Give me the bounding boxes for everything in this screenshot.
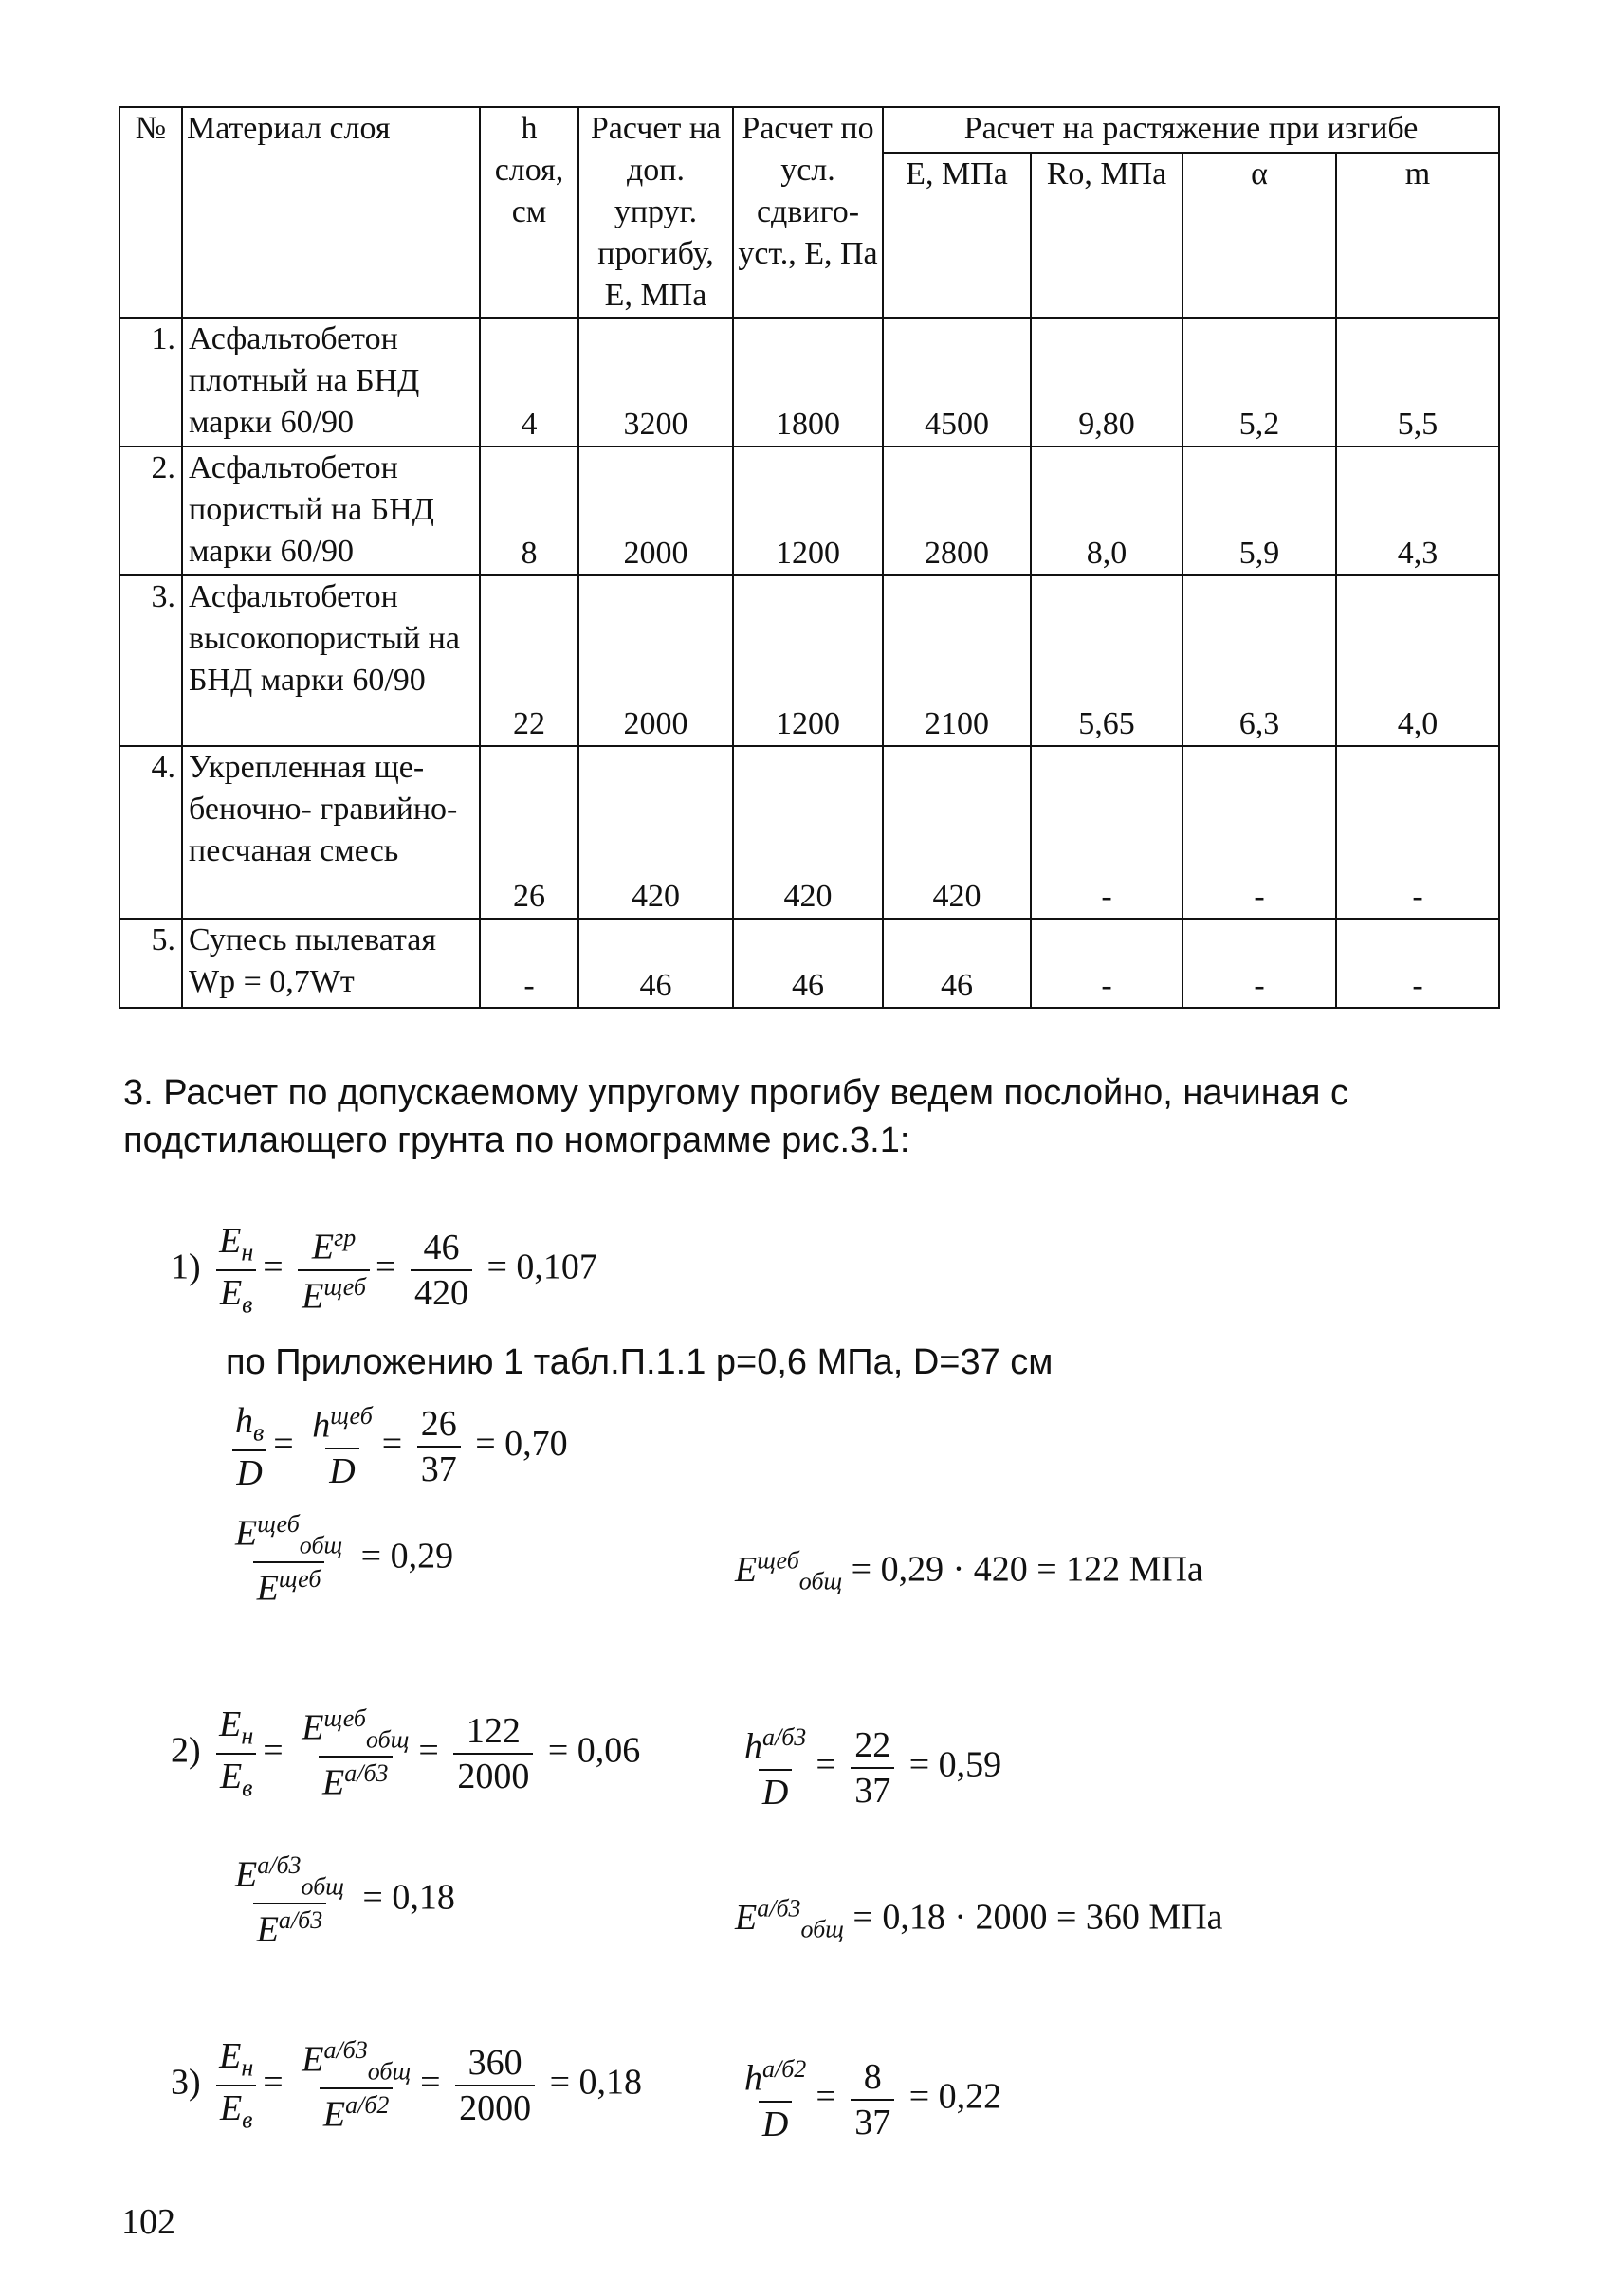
row-e: 2100 <box>883 575 1031 746</box>
row-ro: 8,0 <box>1031 446 1182 575</box>
row-material: Асфальтобетон плотный на БНД марки 60/90 <box>182 318 480 446</box>
header-e-mpa: Е, МПа <box>883 153 1031 318</box>
formula-2b-result: = 0,59 <box>908 1744 1002 1785</box>
row-m: 5,5 <box>1336 318 1499 446</box>
header-shear: Расчет по усл. сдвиго- уст., Е, Па <box>733 107 883 318</box>
formula-1-label: 1) <box>171 1247 201 1287</box>
row-h: 4 <box>480 318 578 446</box>
formula-1c-result: = 0,29 <box>360 1536 454 1576</box>
formula-1c <box>226 1512 453 1607</box>
fraction-hv-d: $\frac{h_в}{D}$ <box>231 1403 267 1491</box>
row-h: 22 <box>480 575 578 746</box>
row-h: 26 <box>480 746 578 919</box>
fraction-122-2000: $\frac{122}{2000}$ <box>453 1713 533 1795</box>
row-num: 3. <box>119 575 182 746</box>
table-header-row <box>119 107 1499 153</box>
formula-3-label: 3) <box>171 2062 201 2103</box>
row-material: Укрепленная ще- беночно- гравийно- песчаная смесь <box>182 746 480 919</box>
header-elastic: Расчет на доп. упруг. прогибу, Е, МПа <box>578 107 733 318</box>
formula-3: 3) $\frac{E_н}{E_в}$ = $\frac{E^{а/б3}_{общ}}{E^{а/б2}}$ = $\frac{360}{2000}$ = 0,18 <box>171 2036 642 2135</box>
formula-1d: $E^{щеб}_{общ} = 0,29 \cdot 420 = 122$ МПа <box>735 1546 1203 1595</box>
fraction-eobsh-esheb: $\frac{E^{щеб}_{общ}}{E^{щеб}}$ <box>235 1510 343 1609</box>
fraction-hsheb-d: $\frac{h^{щеб}}{D}$ <box>312 1402 373 1492</box>
fraction-46-420: $\frac{46}{420}$ <box>411 1230 472 1311</box>
header-m: m <box>1336 153 1499 318</box>
appendix-note: по Приложению 1 табл.П.1.1 р=0,6 МПа, D=37 см <box>226 1342 1054 1382</box>
row-e: 4500 <box>883 318 1031 446</box>
formula-2b: $\frac{h^{а/б3}}{D}$ = $\frac{22}{37}$ = 0,59 <box>735 1725 1001 1811</box>
formula-3b-result: = 0,22 <box>908 2076 1002 2117</box>
row-e: 46 <box>883 919 1031 1008</box>
formula-3-result: = 0,18 <box>549 2062 642 2103</box>
header-material: Материал слоя <box>182 107 480 318</box>
fraction-22-37: $\frac{22}{37}$ <box>851 1727 894 1809</box>
formula-1d-result: = 0,29 · 420 = 122 МПа <box>851 1549 1203 1590</box>
row-shear: 1200 <box>733 446 883 575</box>
fraction-eobsh-eab3: $\frac{E^{щеб}_{общ}}{E^{а/б3}}$ <box>302 1704 410 1803</box>
fraction-8-37: $\frac{8}{37}$ <box>851 2059 894 2141</box>
fraction-en-ev: $\frac{E_н}{E_в}$ <box>215 1223 257 1317</box>
layers-table <box>119 106 1500 1009</box>
row-elastic: 3200 <box>578 318 733 446</box>
formula-1: 1) $\frac{E_н}{E_в}$ = $\frac{E^{гр}}{E^{щеб}}$ = $\frac{46}{420}$ = 0,107 <box>171 1221 597 1319</box>
row-alpha: 5,2 <box>1182 318 1336 446</box>
fraction-egr-esheb: $\frac{E^{гр}}{E^{щеб}}$ <box>298 1226 370 1314</box>
row-num: 2. <box>119 446 182 575</box>
fraction-eobsh-eab2: $\frac{E^{а/б3}_{общ}}{E^{а/б2}}$ <box>302 2036 412 2135</box>
table-row <box>119 575 1499 746</box>
row-num: 5. <box>119 919 182 1008</box>
formula-2-label: 2) <box>171 1730 201 1771</box>
row-alpha: 5,9 <box>1182 446 1336 575</box>
row-m: - <box>1336 919 1499 1008</box>
row-material: Супесь пылеватая <box>189 922 436 957</box>
fraction-eobsh-ab3: $\frac{E^{а/б3}_{общ}}{E^{а/б3}}$ <box>235 1851 344 1950</box>
row-elastic: 46 <box>578 919 733 1008</box>
row-ro: 9,80 <box>1031 318 1182 446</box>
header-num: № <box>119 107 182 318</box>
fraction-hab3-d: $\frac{h^{а/б3}}{D}$ <box>744 1723 807 1813</box>
row-shear: 1800 <box>733 318 883 446</box>
row-m: 4,0 <box>1336 575 1499 746</box>
fraction-en-ev: $\frac{E_н}{E_в}$ <box>215 1706 257 1800</box>
fraction-en-ev: $\frac{E_н}{E_в}$ <box>215 2038 257 2132</box>
formula-2c <box>226 1853 455 1948</box>
table-row <box>119 446 1499 575</box>
row-ro: 5,65 <box>1031 575 1182 746</box>
page-number: 102 <box>121 2202 175 2242</box>
row-alpha: - <box>1182 919 1336 1008</box>
row-shear: 46 <box>733 919 883 1008</box>
formula-2-result: = 0,06 <box>547 1730 641 1771</box>
row-alpha: - <box>1182 746 1336 919</box>
formula-2: 2) $\frac{E_н}{E_в}$ = $\frac{E^{щеб}_{общ}}{E^{а/б3}}$ = $\frac{122}{2000}$ = 0,06 <box>171 1704 641 1803</box>
formula-1b-result: = 0,70 <box>475 1424 568 1465</box>
table-row <box>119 746 1499 919</box>
row-shear: 1200 <box>733 575 883 746</box>
table-row <box>119 919 1499 1008</box>
formula-2d: $E^{а/б3}_{общ} = 0,18 \cdot 2000 = 360$ МПа <box>735 1894 1223 1943</box>
formula-2d-result: = 0,18 · 2000 = 360 МПа <box>852 1897 1223 1938</box>
row-material-cell <box>182 919 480 1008</box>
row-ro: - <box>1031 746 1182 919</box>
intro-paragraph: 3. Расчет по допускаемому упругому прогибу ведем послойно, начиная с подстилающего грунта по номограмме рис.3.1: <box>123 1073 1348 1160</box>
row-elastic: 2000 <box>578 446 733 575</box>
row-elastic: 420 <box>578 746 733 919</box>
row-elastic: 2000 <box>578 575 733 746</box>
fraction-360-2000: $\frac{360}{2000}$ <box>455 2045 535 2126</box>
formula-2c-result: = 0,18 <box>362 1877 455 1918</box>
row-ro: - <box>1031 919 1182 1008</box>
formula-3b: $\frac{h^{а/б2}}{D}$ = $\frac{8}{37}$ = 0,22 <box>735 2057 1001 2142</box>
header-h: h слоя, см <box>480 107 578 318</box>
row-num: 4. <box>119 746 182 919</box>
row-shear: 420 <box>733 746 883 919</box>
formula-1b: $\frac{h_в}{D}$ = $\frac{h^{щеб}}{D}$ = $\frac{26}{37}$ = 0,70 <box>226 1403 568 1491</box>
header-tension-group: Расчет на растяжение при изгибе <box>883 107 1499 153</box>
row-e: 420 <box>883 746 1031 919</box>
formula-1-result: = 0,107 <box>486 1247 597 1287</box>
row-material: Асфальтобетон высокопористый на БНД марки 60/90 <box>182 575 480 746</box>
fraction-26-37: $\frac{26}{37}$ <box>417 1406 461 1487</box>
row-material-formula: Wp = 0,7Wт <box>189 964 355 999</box>
row-m: 4,3 <box>1336 446 1499 575</box>
row-h: 8 <box>480 446 578 575</box>
fraction-hab2-d: $\frac{h^{а/б2}}{D}$ <box>744 2055 807 2144</box>
table-row <box>119 318 1499 446</box>
row-m: - <box>1336 746 1499 919</box>
row-alpha: 6,3 <box>1182 575 1336 746</box>
row-num: 1. <box>119 318 182 446</box>
header-ro-mpa: Ro, МПа <box>1031 153 1182 318</box>
row-material: Асфальтобетон пористый на БНД марки 60/90 <box>182 446 480 575</box>
row-e: 2800 <box>883 446 1031 575</box>
row-h: - <box>480 919 578 1008</box>
header-alpha: α <box>1182 153 1336 318</box>
